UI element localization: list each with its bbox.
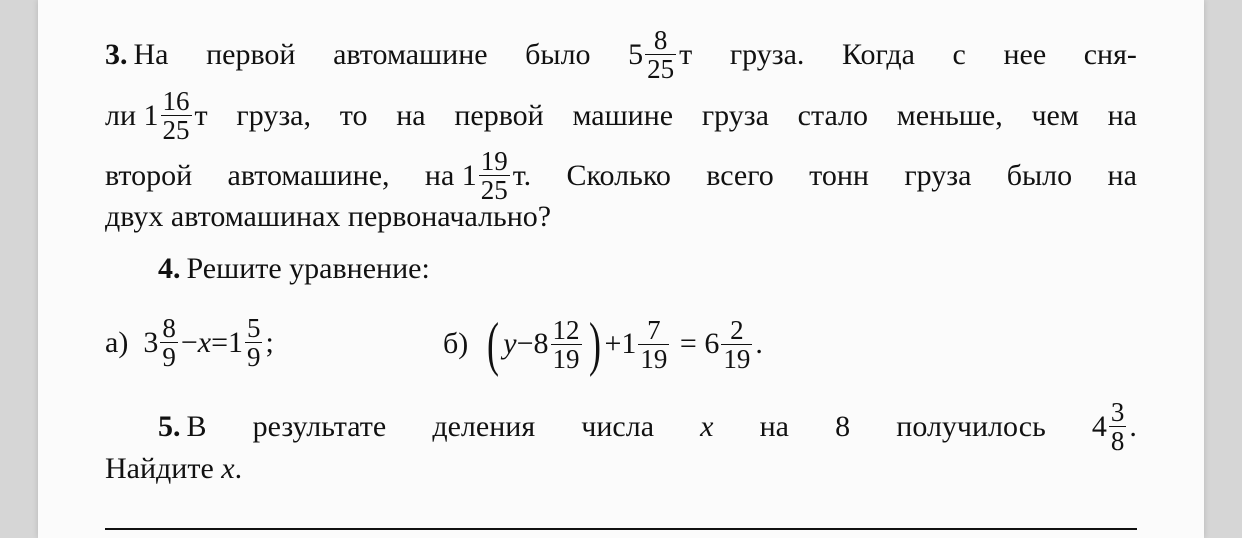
problem-5-line-2: Найдите x. [105,452,243,485]
fraction: $\frac{8}{25}$ [647,25,675,84]
problem-5-line-1: 5. В результате деления числа x на 8 получилось 4 $\frac{3}{8}$ . [158,397,1137,456]
problem-4-title: 4. Решите уравнение: [158,252,430,285]
problem-3-line-2: ли 1 $\frac{16}{25}$ т груза, то на первой машине груза стало меньше, чем на [105,86,1137,145]
equation-a: а) 3 $\frac{8}{9}$ − x = 1 $\frac{5}{9}$ ; [105,313,274,372]
horizontal-rule [105,528,1137,530]
textbook-page [38,0,1204,538]
problem-number: 3. [105,37,128,71]
problem-3-line-1: 3. На первой автомашине было 5 $\frac{8}{25}$ т груза. Когда с нее сня- [105,25,1137,84]
mixed-number: 5 $\frac{8}{25}$ т [628,25,693,84]
fraction: $\frac{16}{25}$ [162,86,190,145]
problem-3-line-3: второй автомашине, на 1 $\frac{19}{25}$ т. Сколько всего тонн груза было на [105,146,1137,205]
equation-b: б) ( y − 8 $\frac{12}{19}$ ) + 1 $\frac{7}{19}$ = 6 $\frac{2}{19}$ . [443,311,763,377]
fraction: $\frac{19}{25}$ [480,146,508,205]
problem-3-line-4: двух автомашинах первоначально? [105,200,552,233]
